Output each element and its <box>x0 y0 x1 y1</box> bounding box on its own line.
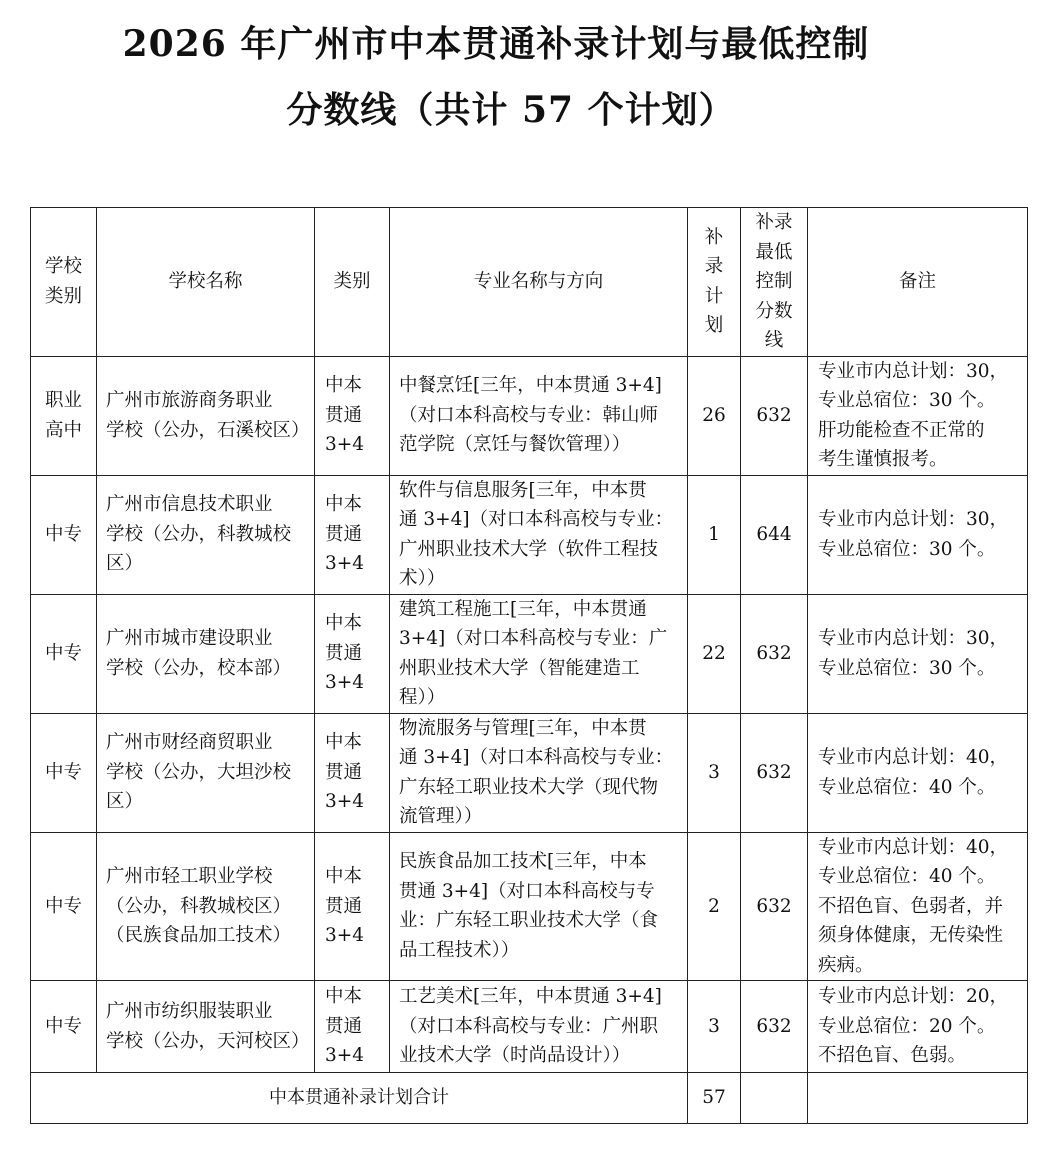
total-plan: 57 <box>688 1073 741 1124</box>
total-row <box>31 1073 1028 1124</box>
table-row <box>31 981 1028 1073</box>
major-cell: 民族食品加工技术[三年，中本 贯通 3+4]（对口本科高校与专 业：广东轻工职业技术大学（食 品工程技术）） <box>390 832 688 981</box>
category-cell: 中本 贯通 3+4 <box>315 475 390 594</box>
school-type-cell: 中专 <box>31 594 97 713</box>
major-cell: 物流服务与管理[三年，中本贯 通 3+4]（对口本科高校与专业： 广东轻工职业技术大学（现代物 流管理）） <box>390 713 688 832</box>
total-remark <box>808 1073 1028 1124</box>
school-name-cell: 广州市纺织服装职业 学校（公办，天河校区） <box>97 981 315 1073</box>
remark-cell: 专业市内总计划：20， 专业总宿位：20 个。 不招色盲、色弱。 <box>808 981 1028 1073</box>
category-cell: 中本 贯通 3+4 <box>315 594 390 713</box>
plan-count-cell: 26 <box>688 356 741 475</box>
table-row <box>31 713 1028 832</box>
header-plan: 补 录 计 划 <box>688 208 741 357</box>
header-category: 类别 <box>315 208 390 357</box>
school-name-cell: 广州市城市建设职业 学校（公办，校本部） <box>97 594 315 713</box>
table-row <box>31 594 1028 713</box>
remark-cell: 专业市内总计划：30， 专业总宿位：30 个。 肝功能检查不正常的 考生谨慎报考。 <box>808 356 1028 475</box>
header-major: 专业名称与方向 <box>390 208 688 357</box>
table-row <box>31 832 1028 981</box>
major-cell: 建筑工程施工[三年，中本贯通 3+4]（对口本科高校与专业：广 州职业技术大学（智能建造工 程）） <box>390 594 688 713</box>
remark-cell: 专业市内总计划：30， 专业总宿位：30 个。 <box>808 475 1028 594</box>
remark-cell: 专业市内总计划：40， 专业总宿位：40 个。 <box>808 713 1028 832</box>
category-cell: 中本 贯通 3+4 <box>315 356 390 475</box>
table-row <box>31 356 1028 475</box>
document-title <box>0 14 1052 140</box>
remark-cell: 专业市内总计划：40， 专业总宿位：40 个。 不招色盲、色弱者，并 须身体健康，无传染性 疾病。 <box>808 832 1028 981</box>
category-cell: 中本 贯通 3+4 <box>315 713 390 832</box>
title-line-1: 2026 年广州市中本贯通补录计划与最低控制 <box>122 23 870 65</box>
min-score-cell: 644 <box>741 475 808 594</box>
school-type-cell: 中专 <box>31 981 97 1073</box>
plan-count-cell: 22 <box>688 594 741 713</box>
min-score-cell: 632 <box>741 356 808 475</box>
header-min-score: 补录 最低 控制 分数 线 <box>741 208 808 357</box>
plan-count-cell: 3 <box>688 713 741 832</box>
min-score-cell: 632 <box>741 981 808 1073</box>
total-label: 中本贯通补录计划合计 <box>31 1073 688 1124</box>
school-name-cell: 广州市财经商贸职业 学校（公办，大坦沙校 区） <box>97 713 315 832</box>
table-header-row <box>31 208 1028 357</box>
major-cell: 中餐烹饪[三年，中本贯通 3+4] （对口本科高校与专业：韩山师 范学院（烹饪与餐饮管理）） <box>390 356 688 475</box>
min-score-cell: 632 <box>741 713 808 832</box>
major-cell: 工艺美术[三年，中本贯通 3+4] （对口本科高校与专业：广州职 业技术大学（时尚品设计）） <box>390 981 688 1073</box>
plan-count-cell: 1 <box>688 475 741 594</box>
school-name-cell: 广州市轻工职业学校 （公办，科教城校区） （民族食品加工技术） <box>97 832 315 981</box>
plan-count-cell: 2 <box>688 832 741 981</box>
school-type-cell: 中专 <box>31 832 97 981</box>
total-min-score <box>741 1073 808 1124</box>
school-name-cell: 广州市信息技术职业 学校（公办，科教城校 区） <box>97 475 315 594</box>
school-name-cell: 广州市旅游商务职业 学校（公办，石溪校区） <box>97 356 315 475</box>
table-row <box>31 475 1028 594</box>
header-school-name: 学校名称 <box>97 208 315 357</box>
category-cell: 中本 贯通 3+4 <box>315 981 390 1073</box>
major-cell: 软件与信息服务[三年，中本贯 通 3+4]（对口本科高校与专业： 广州职业技术大学（软件工程技 术）） <box>390 475 688 594</box>
school-type-cell: 中专 <box>31 475 97 594</box>
school-type-cell: 职业 高中 <box>31 356 97 475</box>
plan-count-cell: 3 <box>688 981 741 1073</box>
admission-plan-table <box>30 207 1028 1124</box>
category-cell: 中本 贯通 3+4 <box>315 832 390 981</box>
school-type-cell: 中专 <box>31 713 97 832</box>
min-score-cell: 632 <box>741 832 808 981</box>
remark-cell: 专业市内总计划：30， 专业总宿位：30 个。 <box>808 594 1028 713</box>
title-line-2: 分数线（共计 57 个计划） <box>286 89 736 131</box>
min-score-cell: 632 <box>741 594 808 713</box>
header-remark: 备注 <box>808 208 1028 357</box>
header-school-type: 学校 类别 <box>31 208 97 357</box>
